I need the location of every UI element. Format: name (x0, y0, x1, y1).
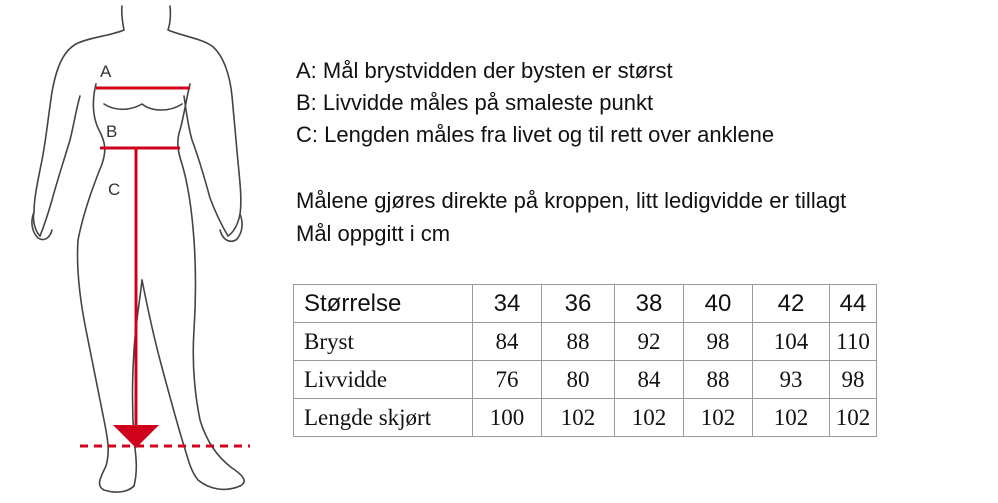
table-row (294, 323, 877, 361)
size-table (293, 284, 877, 437)
table-cell: 76 (473, 361, 542, 399)
table-cell: 93 (753, 361, 830, 399)
body-outline (32, 6, 244, 492)
size-col: 40 (684, 285, 753, 323)
row-label: Lengde skjørt (294, 399, 473, 437)
table-header-row (294, 285, 877, 323)
header-label: Størrelse (294, 285, 473, 323)
instruction-b: B: Livvidde måles på smaleste punkt (296, 90, 654, 115)
table-cell: 102 (753, 399, 830, 437)
instruction-c: C: Lengden måles fra livet og til rett over anklene (296, 122, 775, 147)
row-label: Bryst (294, 323, 473, 361)
size-col: 44 (830, 285, 877, 323)
table-cell: 92 (615, 323, 684, 361)
table-cell: 84 (473, 323, 542, 361)
table-cell: 104 (753, 323, 830, 361)
size-col: 36 (542, 285, 615, 323)
table-cell: 110 (830, 323, 877, 361)
table-cell: 100 (473, 399, 542, 437)
table-cell: 98 (684, 323, 753, 361)
label-a: A (100, 62, 112, 81)
table-cell: 98 (830, 361, 877, 399)
row-label: Livvidde (294, 361, 473, 399)
note-units: Mål oppgitt i cm (296, 221, 451, 246)
size-col: 34 (473, 285, 542, 323)
table-cell: 102 (830, 399, 877, 437)
table-row (294, 399, 877, 437)
label-c: C (108, 180, 121, 199)
table-cell: 102 (615, 399, 684, 437)
table-cell: 102 (542, 399, 615, 437)
table-cell: 80 (542, 361, 615, 399)
instruction-a: A: Mål brystvidden der bysten er størst (296, 58, 673, 83)
size-col: 38 (615, 285, 684, 323)
note-ease: Målene gjøres direkte på kroppen, litt ledigvidde er tillagt (296, 188, 847, 213)
table-cell: 102 (684, 399, 753, 437)
size-col: 42 (753, 285, 830, 323)
table-cell: 88 (684, 361, 753, 399)
body-measurement-figure (0, 0, 270, 503)
table-cell: 84 (615, 361, 684, 399)
table-row (294, 361, 877, 399)
label-b: B (106, 122, 118, 141)
table-cell: 88 (542, 323, 615, 361)
